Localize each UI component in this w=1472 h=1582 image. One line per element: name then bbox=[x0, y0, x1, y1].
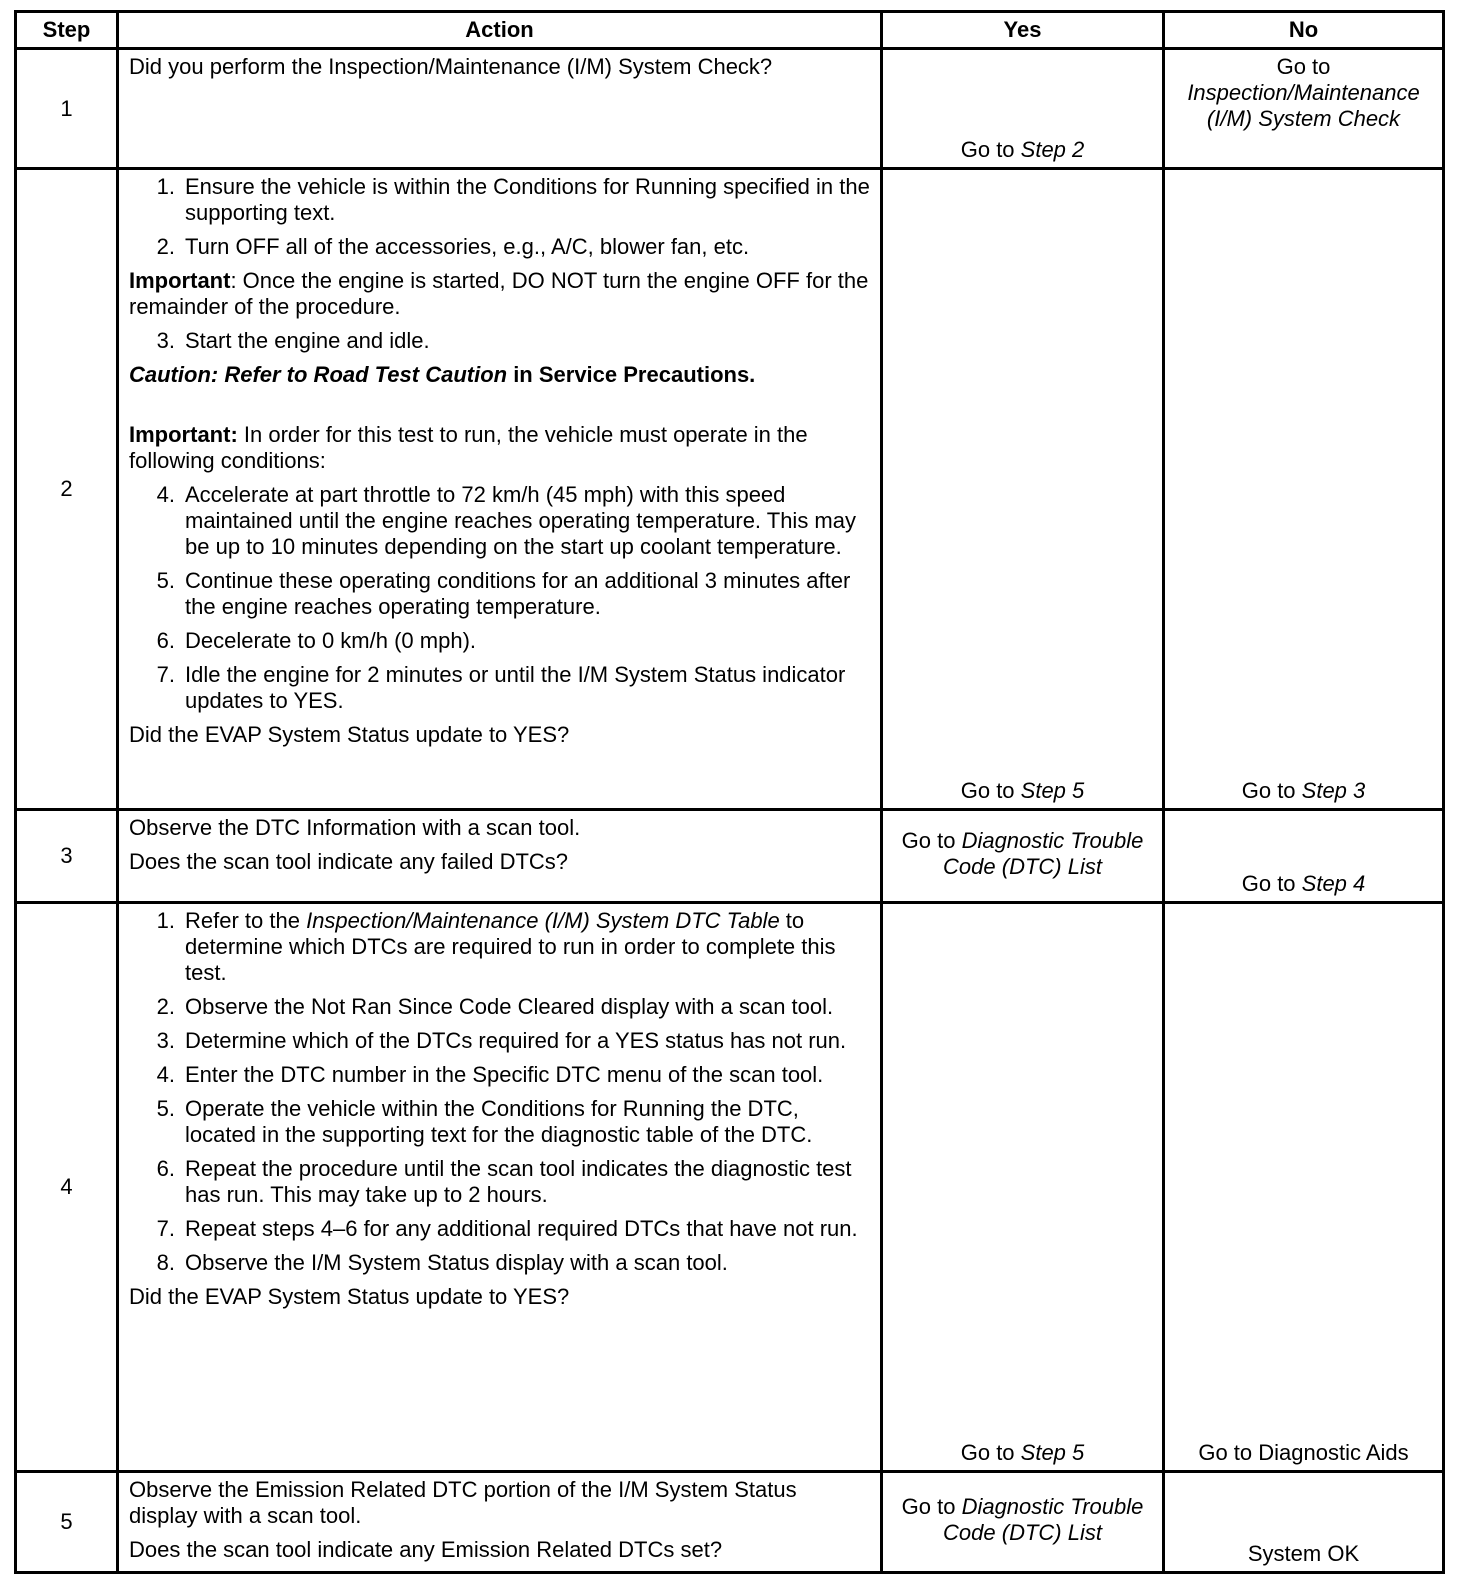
list-item: 3. Start the engine and idle. bbox=[156, 327, 430, 353]
table-row bbox=[16, 49, 1444, 168]
list-item: 3. Determine which of the DTCs required for a YES status has not run. bbox=[156, 1028, 847, 1054]
no-cell bbox=[1164, 1471, 1444, 1572]
no-link[interactable]: Inspection/Maintenance (I/M) System Check bbox=[1187, 80, 1420, 132]
question-text: Did the EVAP System Status update to YES? bbox=[129, 721, 570, 747]
no-text[interactable]: Go to Diagnostic Aids bbox=[1198, 1439, 1409, 1465]
caution-note: Caution: Refer to Road Test Caution in Service Precautions. bbox=[129, 361, 756, 387]
important-note: Important: In order for this test to run, the vehicle must operate in the following conditions: bbox=[129, 421, 808, 473]
question-text: Does the scan tool indicate any Emission Related DTCs set? bbox=[129, 1536, 723, 1562]
yes-prefix: Go to bbox=[960, 136, 1021, 162]
important-note: Important: Once the engine is started, DO NOT turn the engine OFF for the remainder of the procedure. bbox=[129, 267, 869, 319]
yes-link[interactable]: Step 5 bbox=[1020, 1439, 1085, 1465]
list-item: 8. Observe the I/M System Status display with a scan tool. bbox=[156, 1250, 728, 1276]
yes-link[interactable]: Step 2 bbox=[1020, 136, 1085, 162]
step-number: 3 bbox=[16, 810, 118, 903]
action-text: Observe the DTC Information with a scan tool. bbox=[129, 815, 581, 841]
yes-link[interactable]: Diagnostic Trouble Code (DTC) List bbox=[943, 1493, 1144, 1545]
yes-cell bbox=[882, 1471, 1164, 1572]
no-cell bbox=[1164, 903, 1444, 1472]
step-number: 2 bbox=[16, 168, 118, 809]
yes-prefix: Go to bbox=[960, 1439, 1021, 1465]
action-cell bbox=[118, 903, 882, 1472]
list-item: 6. Decelerate to 0 km/h (0 mph). bbox=[156, 627, 477, 653]
yes-prefix: Go to bbox=[901, 828, 962, 854]
no-prefix: Go to bbox=[1276, 54, 1331, 80]
no-cell bbox=[1164, 49, 1444, 168]
table-row bbox=[16, 810, 1444, 903]
list-item: 6. Repeat the procedure until the scan tool indicates the diagnostic test has run. This may take up to 2 hours. bbox=[156, 1156, 852, 1208]
question-text: Does the scan tool indicate any failed DTCs? bbox=[129, 849, 569, 875]
question-text: Did you perform the Inspection/Maintenance (I/M) System Check? bbox=[129, 54, 773, 80]
header-step: Step bbox=[16, 12, 118, 49]
header-action: Action bbox=[118, 12, 882, 49]
header-yes: Yes bbox=[882, 12, 1164, 49]
action-cell bbox=[118, 49, 882, 168]
no-cell bbox=[1164, 168, 1444, 809]
table-row bbox=[16, 1471, 1444, 1572]
yes-link[interactable]: Diagnostic Trouble Code (DTC) List bbox=[943, 828, 1144, 880]
step-number: 5 bbox=[16, 1471, 118, 1572]
action-cell bbox=[118, 168, 882, 809]
list-item: 4. Enter the DTC number in the Specific DTC menu of the scan tool. bbox=[156, 1062, 824, 1088]
table-row bbox=[16, 903, 1444, 1472]
table-row bbox=[16, 168, 1444, 809]
list-item: 1. Ensure the vehicle is within the Conditions for Running specified in the supporting text. bbox=[156, 173, 870, 225]
step-number: 1 bbox=[16, 49, 118, 168]
yes-cell bbox=[882, 49, 1164, 168]
list-item: 5. Continue these operating conditions for an additional 3 minutes after the engine reaches operating temperature. bbox=[156, 567, 851, 619]
question-text: Did the EVAP System Status update to YES? bbox=[129, 1284, 570, 1310]
list-item: 2. Observe the Not Ran Since Code Cleared display with a scan tool. bbox=[156, 994, 834, 1020]
yes-cell bbox=[882, 810, 1164, 903]
yes-prefix: Go to bbox=[960, 778, 1021, 804]
header-no: No bbox=[1164, 12, 1444, 49]
yes-link[interactable]: Step 5 bbox=[1020, 778, 1085, 804]
no-link[interactable]: Step 4 bbox=[1301, 871, 1366, 897]
action-cell bbox=[118, 810, 882, 903]
list-item: 4. Accelerate at part throttle to 72 km/h (45 mph) with this speed maintained until the engine reaches operating temperature. This may be up to 10 minutes depending on the start up coolant temperature. bbox=[156, 481, 856, 559]
list-item: 1. Refer to the Inspection/Maintenance (I/M) System DTC Table to determine which DTCs are required to run in order to complete this test. bbox=[156, 908, 836, 986]
diagnostic-table bbox=[14, 10, 1445, 1574]
list-item: 7. Repeat steps 4–6 for any additional required DTCs that have not run. bbox=[156, 1216, 858, 1242]
yes-cell bbox=[882, 168, 1164, 809]
table-link[interactable]: Inspection/Maintenance (I/M) System DTC Table bbox=[306, 908, 780, 934]
yes-prefix: Go to bbox=[901, 1493, 962, 1519]
step-number: 4 bbox=[16, 903, 118, 1472]
list-item: 2. Turn OFF all of the accessories, e.g., A/C, blower fan, etc. bbox=[156, 233, 750, 259]
header-row bbox=[16, 12, 1444, 49]
no-text: System OK bbox=[1247, 1541, 1360, 1566]
no-prefix: Go to bbox=[1241, 871, 1302, 897]
yes-cell bbox=[882, 903, 1164, 1472]
no-prefix: Go to bbox=[1241, 778, 1302, 804]
no-link[interactable]: Step 3 bbox=[1301, 778, 1366, 804]
list-item: 5. Operate the vehicle within the Conditions for Running the DTC, located in the supporting text for the diagnostic table of the DTC. bbox=[156, 1096, 813, 1148]
no-cell bbox=[1164, 810, 1444, 903]
list-item: 7. Idle the engine for 2 minutes or until the I/M System Status indicator updates to YES. bbox=[156, 661, 846, 713]
action-text: Observe the Emission Related DTC portion of the I/M System Status display with a scan tool. bbox=[129, 1476, 797, 1528]
action-cell bbox=[118, 1471, 882, 1572]
